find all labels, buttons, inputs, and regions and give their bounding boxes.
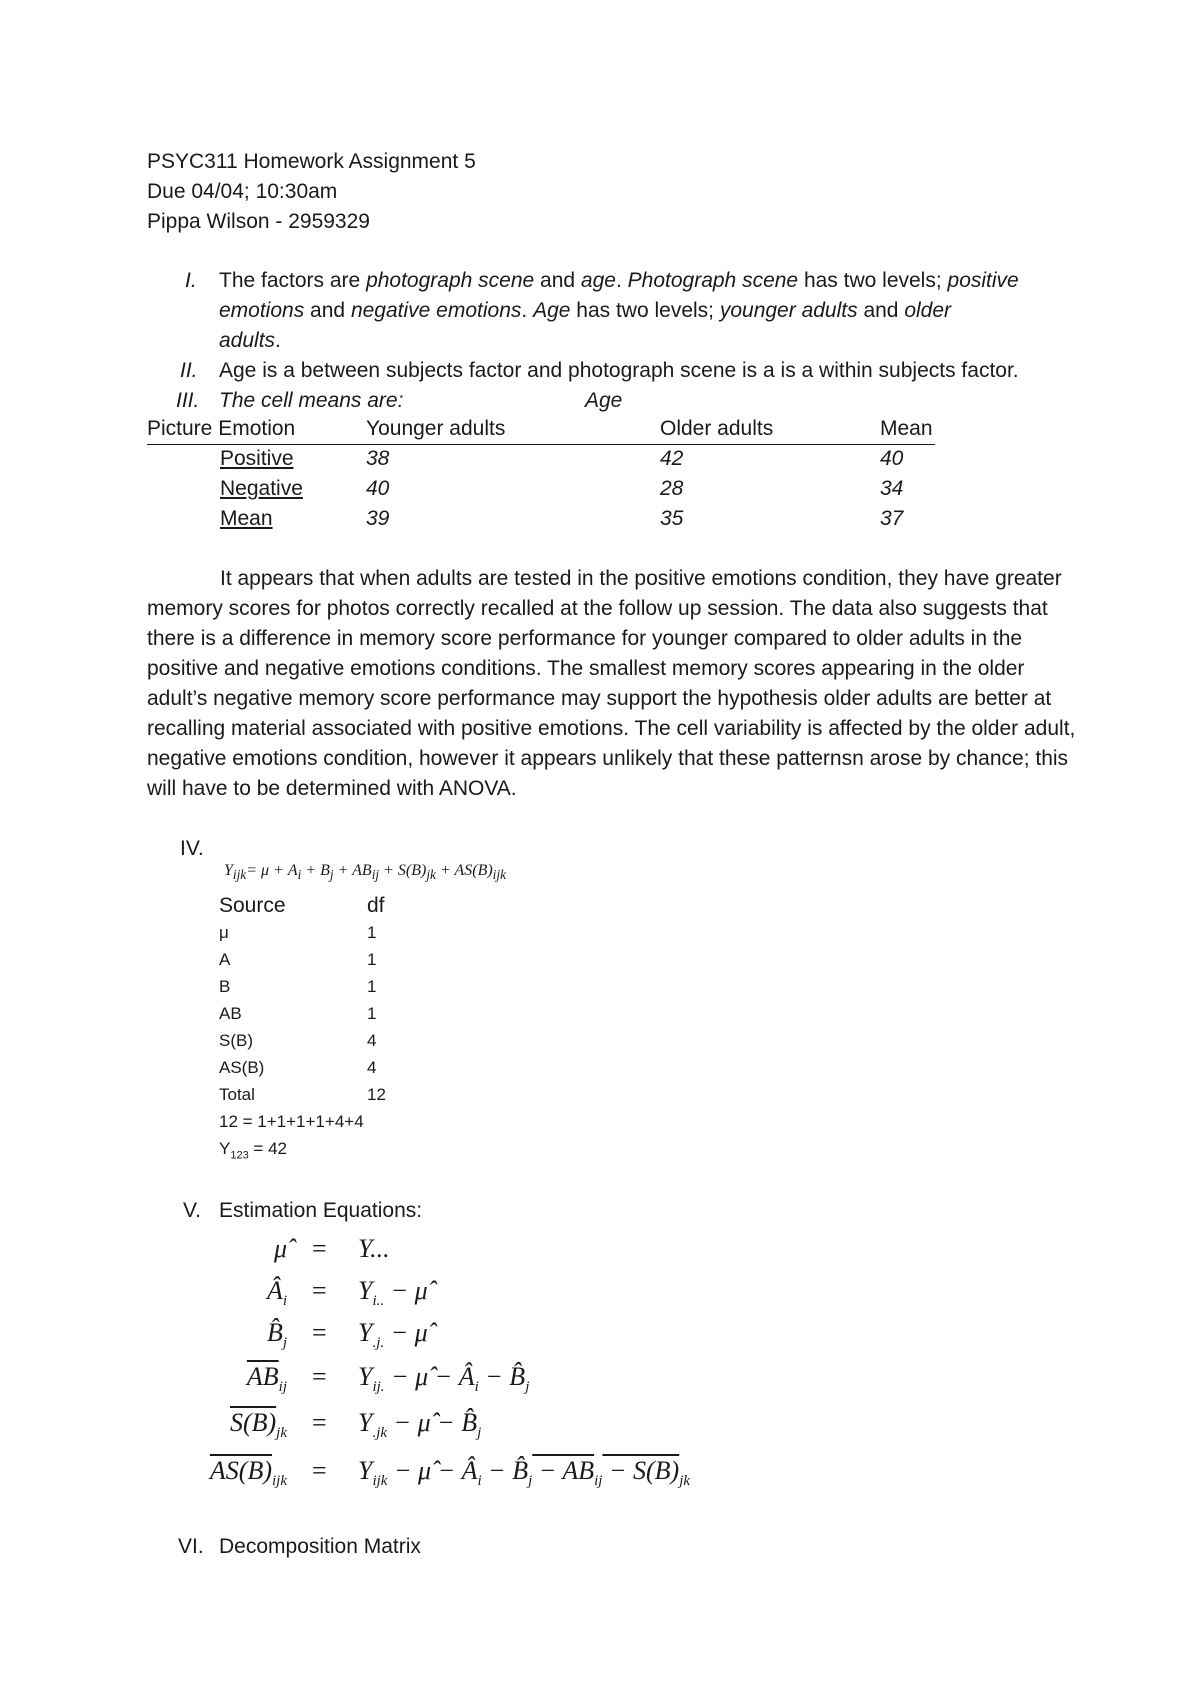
- eq1-equals: =: [312, 1234, 327, 1263]
- eq3-rhs: $Y_{.j.}$ − μ̂: [358, 1318, 428, 1352]
- eq2-lhs: $Â_i$: [266, 1276, 287, 1310]
- cell-negative-mean: 34: [880, 477, 904, 500]
- section-ii-text: Age is a between subjects factor and photograph scene is a is a within subjects factor.: [219, 359, 1019, 382]
- eq5-rhs: $Y_{.jk}$ − μ̂ − $B̂_j$: [358, 1408, 482, 1442]
- eq2-rhs: $Y_{i..}$ − μ̂: [358, 1276, 428, 1310]
- age-label: Age: [585, 389, 623, 412]
- eq1-lhs: μ̂: [273, 1234, 287, 1263]
- df-source-a: A: [219, 950, 231, 969]
- col-header-picture-emotion: Picture Emotion: [147, 417, 296, 440]
- cell-mean-older: 35: [660, 507, 684, 530]
- eq2-equals: =: [312, 1276, 327, 1305]
- eq4-equals: =: [312, 1362, 327, 1391]
- eq3-equals: =: [312, 1318, 327, 1347]
- eq1-rhs: Y...: [358, 1234, 390, 1263]
- section-vi-numeral: VI.: [178, 1535, 204, 1558]
- df-value-b: 1: [367, 977, 377, 996]
- df-sum-line: 12 = 1+1+1+1+4+4: [219, 1112, 364, 1131]
- cell-positive-older: 42: [660, 447, 684, 470]
- eq4-rhs: $Y_{ij.}$ − μ̂ − $Â_i$ − $B̂_j$: [358, 1362, 530, 1396]
- section-iii-numeral: III.: [176, 389, 200, 412]
- eq4-lhs: $\overline{AB}_{ij}$: [246, 1362, 287, 1396]
- eq3-lhs: $B̂_j$: [266, 1318, 287, 1352]
- df-value-a: 1: [367, 950, 377, 969]
- section-iii-text: The cell means are:: [219, 389, 404, 412]
- section-vi-title: Decomposition Matrix: [219, 1535, 421, 1558]
- discussion-paragraph: It appears that when adults are tested in the positive emotions condition, they have greater memory scores for photos correctly recalled at the follow up session. The data also suggests that there is a difference in memory score performance for younger compared to older adults in the positive and negative emotions conditions. The smallest memory scores appearing in the older adult’s negative memory score performance may support the hypothesis older adults are better at recalling material associated with positive emotions. The cell variability is affected by the older adult, negative emotions condition, however it appears unlikely that these patternsn arose by chance; this will have to be determined with ANOVA.: [147, 567, 1076, 800]
- col-header-younger: Younger adults: [366, 417, 506, 440]
- due-date: Due 04/04; 10:30am: [147, 180, 338, 203]
- df-value-sb: 4: [367, 1031, 377, 1050]
- course-title: PSYC311 Homework Assignment 5: [147, 150, 476, 173]
- cell-mean-mean: 37: [880, 507, 904, 530]
- row-label-positive: Positive: [220, 447, 294, 470]
- section-i-line-3: adults.: [219, 329, 281, 352]
- cell-positive-younger: 38: [366, 447, 390, 470]
- eq6-lhs: $AS(B)_{ijk}$: [209, 1456, 287, 1490]
- df-source-asb: AS(B): [219, 1058, 265, 1077]
- df-source-ab: AB: [219, 1004, 242, 1023]
- author-line: Pippa Wilson - 2959329: [147, 210, 370, 233]
- df-source-mu: μ: [219, 923, 229, 942]
- section-v-numeral: V.: [183, 1199, 201, 1222]
- df-header-source: Source: [219, 894, 286, 917]
- df-source-total: Total: [219, 1085, 255, 1104]
- df-value-mu: 1: [367, 923, 377, 942]
- cell-negative-older: 28: [660, 477, 684, 500]
- eq5-equals: =: [312, 1408, 327, 1437]
- eq6-rhs: $Y_{ijk}$ − μ̂ − $Â_i$ − $B̂_j - AB_{ij} - S(B)_{jk}$: [358, 1456, 691, 1490]
- df-value-asb: 4: [367, 1058, 377, 1077]
- eq5-lhs: $S(B)_{jk}$: [229, 1408, 287, 1442]
- df-source-b: B: [219, 977, 231, 996]
- section-i-line-1: The factors are photograph scene and age. Photograph scene has two levels; positive: [219, 269, 1019, 292]
- eq6-equals: =: [312, 1456, 327, 1485]
- row-label-negative: Negative: [220, 477, 303, 500]
- df-source-sb: S(B): [219, 1031, 253, 1050]
- section-ii-numeral: II.: [180, 359, 198, 382]
- cell-negative-younger: 40: [366, 477, 390, 500]
- model-equation: $Y_{ijk}= \mu + A_i + B_j + AB_{ij} + S(B)_{jk} + AS(B)_{ijk}$: [224, 862, 506, 883]
- row-label-mean: Mean: [220, 507, 273, 530]
- section-i-numeral: I.: [185, 269, 197, 292]
- section-i-line-2: emotions and negative emotions. Age has two levels; younger adults and older: [219, 299, 952, 322]
- df-value-total: 12: [367, 1085, 386, 1104]
- y-example-line: $Y_{123} = 42$: [219, 1139, 287, 1162]
- section-iv-numeral: IV.: [180, 837, 204, 860]
- col-header-mean: Mean: [880, 417, 933, 440]
- col-header-older: Older adults: [660, 417, 774, 440]
- section-v-title: Estimation Equations:: [219, 1199, 423, 1222]
- cell-mean-younger: 39: [366, 507, 390, 530]
- df-header-df: df: [367, 894, 385, 917]
- df-value-ab: 1: [367, 1004, 377, 1023]
- cell-positive-mean: 40: [880, 447, 904, 470]
